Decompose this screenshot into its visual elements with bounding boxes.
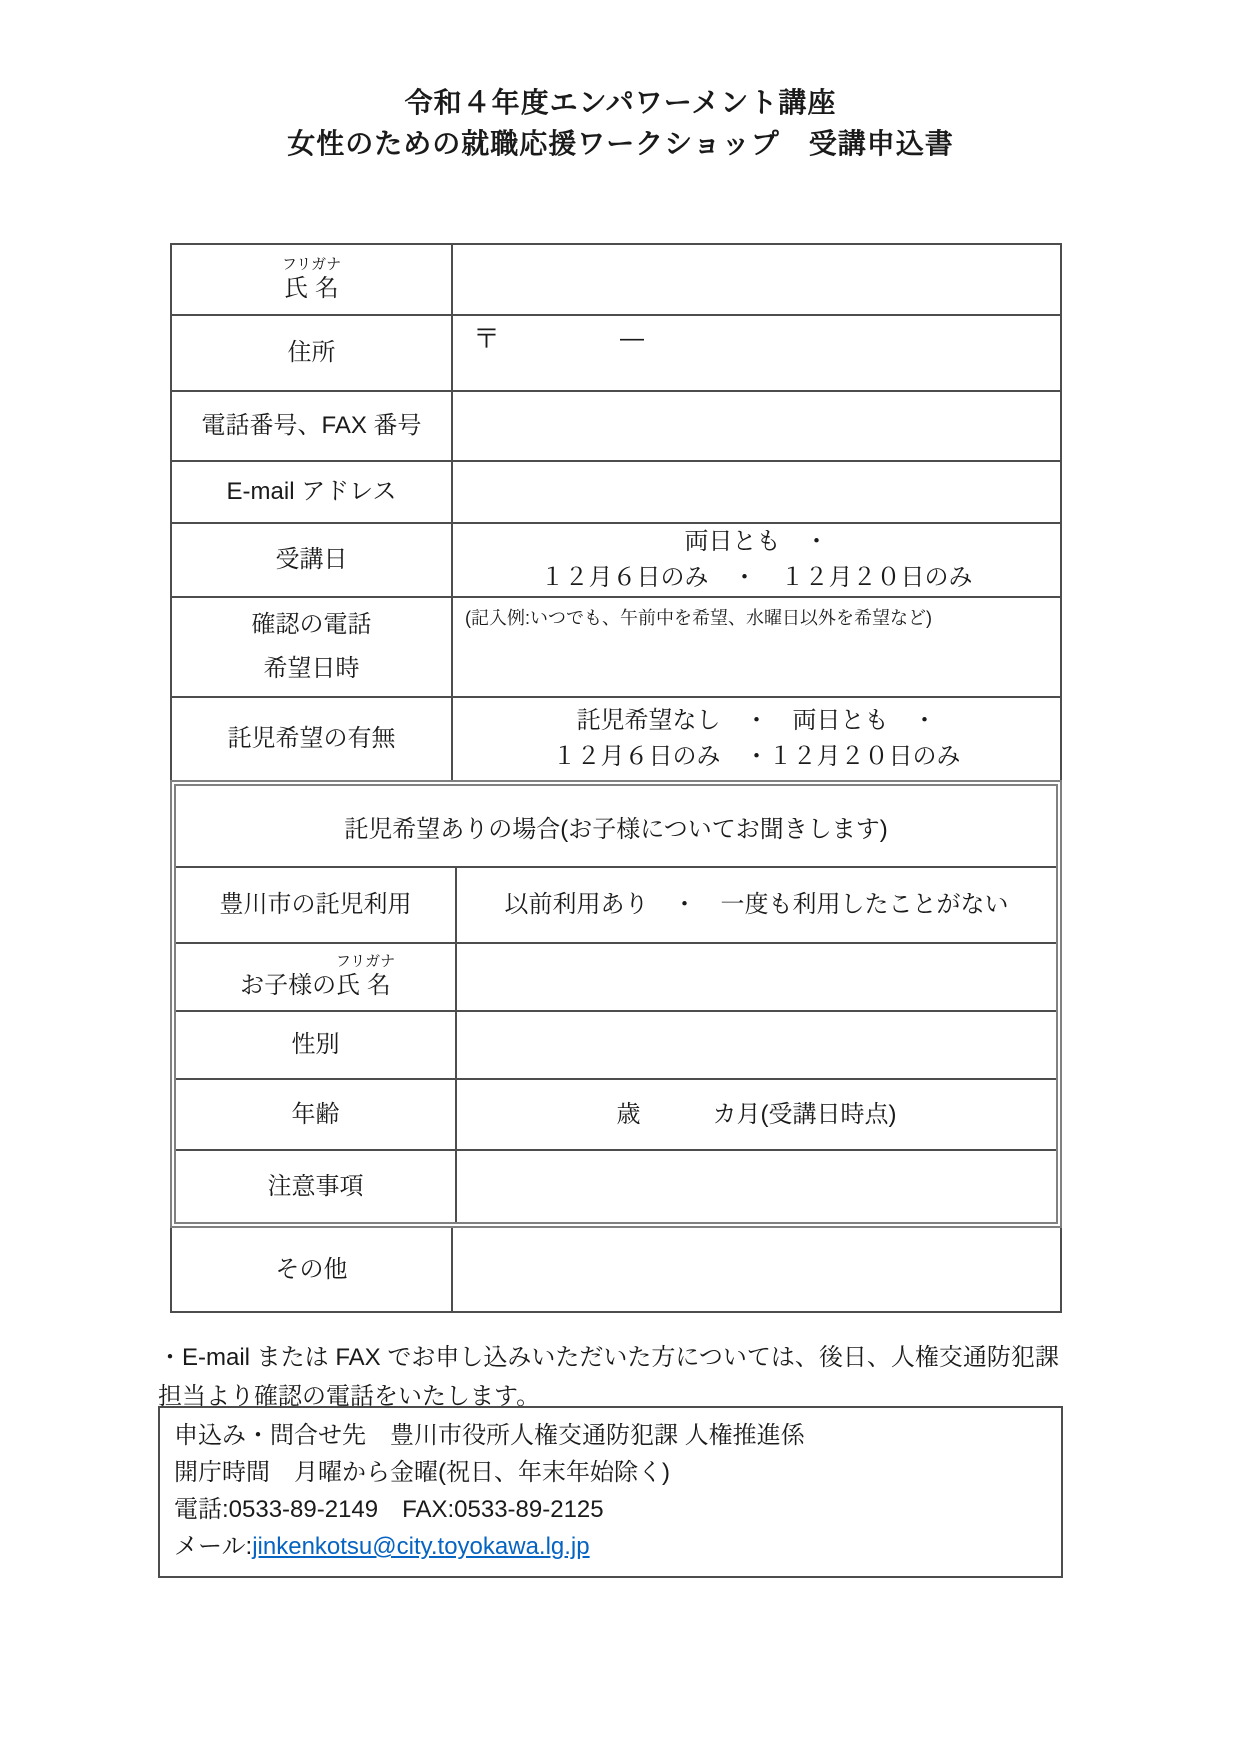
remarks-line2: 担当より確認の電話をいたします。 (158, 1383, 541, 1410)
gender-input-cell (457, 1012, 1056, 1078)
row-email (172, 460, 1060, 522)
childcare-need-option-line2: １２月６日のみ ・１２月２０日のみ (552, 743, 961, 770)
confirm-call-example-note: (記入例:いつでも、午前中を希望、水曜日以外を希望など) (465, 608, 932, 628)
email-label-cell (172, 462, 453, 522)
name-label: 氏 名 (284, 274, 339, 302)
age-input-cell: 歳 カ月(受講日時点) (616, 1100, 897, 1128)
other-label: その他 (275, 1255, 348, 1283)
contact-phone-fax: 電話:0533-89-2149 FAX:0533-89-2125 (174, 1496, 604, 1523)
row-notes (176, 1149, 1056, 1222)
childcare-need-option-line1: 託児希望なし ・ 両日とも ・ (576, 707, 937, 734)
gender-label: 性別 (291, 1031, 340, 1058)
course-day-label: 受講日 (275, 546, 348, 573)
name-label-cell (172, 245, 453, 314)
phone-input-cell (453, 392, 1060, 460)
remarks (158, 1338, 1098, 1416)
contact-email-link[interactable]: jinkenkotsu@city.toyokawa.lg.jp (252, 1533, 590, 1560)
main-table (170, 243, 1062, 780)
other-label-cell (172, 1228, 453, 1311)
title-line2: 女性のための就職応援ワークショップ 受講申込書 (287, 128, 954, 159)
notes-label: 注意事項 (267, 1172, 364, 1200)
postal-code-dash: ― (620, 325, 644, 352)
address-label: 住所 (287, 339, 336, 366)
city-childcare-options-cell: 以前利用あり ・ 一度も利用したことがない (504, 891, 1009, 918)
age-label: 年齢 (291, 1100, 340, 1128)
postal-mark-icon: 〒 (473, 324, 500, 354)
address-input-cell (453, 316, 1060, 390)
child-name-label-cell (176, 944, 457, 1010)
gender-label-cell (176, 1012, 457, 1078)
row-name (172, 245, 1060, 314)
child-name-input-cell (457, 944, 1056, 1010)
childcare-need-label-cell (172, 698, 453, 780)
row-childcare-header (176, 786, 1056, 866)
address-label-cell (172, 316, 453, 390)
contact-office-hours: 開庁時間 月曜から金曜(祝日、年末年始除く) (174, 1459, 670, 1486)
furigana-label: フリガナ (281, 255, 342, 273)
phone-label-cell (172, 392, 453, 460)
child-furigana-label: フリガナ (335, 953, 396, 970)
row-other (172, 1228, 1060, 1311)
row-address (172, 314, 1060, 390)
child-name-label: お子様の氏 名 (240, 972, 391, 999)
childcare-need-options-cell (453, 698, 1060, 780)
row-childcare-need (172, 696, 1060, 780)
confirm-call-label-line1: 確認の電話 (251, 611, 372, 638)
course-day-label-cell (172, 524, 453, 596)
contact-department: 申込み・問合せ先 豊川市役所人権交通防犯課 人権推進係 (174, 1422, 805, 1449)
course-day-option-line1: 両日とも ・ (684, 528, 829, 555)
course-day-options-cell (453, 524, 1060, 596)
document-title (0, 82, 1241, 164)
confirm-call-input-cell (453, 598, 1060, 696)
application-form (170, 243, 1062, 1313)
row-child-name (176, 942, 1056, 1010)
email-input-cell (453, 462, 1060, 522)
remarks-line1: ・E-mail または FAX でお申し込みいただいた方については、後日、人権交通防犯課 (158, 1344, 1059, 1371)
confirm-call-label-cell (172, 598, 453, 696)
contact-email-line (174, 1528, 1047, 1565)
course-day-option-line2: １２月６日のみ ・ １２月２０日のみ (540, 564, 973, 591)
childcare-need-label: 託児希望の有無 (227, 725, 396, 752)
title-line1: 令和４年度エンパワーメント講座 (404, 87, 837, 118)
confirm-call-label-line2: 希望日時 (263, 655, 360, 682)
postal-line (453, 316, 1060, 354)
row-phone (172, 390, 1060, 460)
notes-input-cell (457, 1151, 1056, 1222)
phone-label: 電話番号、FAX 番号 (201, 412, 422, 439)
name-input-cell (453, 245, 1060, 314)
other-table (170, 1228, 1062, 1313)
contact-email-label: メール: (174, 1533, 253, 1560)
email-label: E-mail アドレス (226, 478, 397, 505)
childcare-section-header: 託児希望ありの場合(お子様についてお聞きします) (344, 815, 888, 843)
notes-label-cell (176, 1151, 457, 1222)
city-childcare-label: 豊川市の託児利用 (219, 891, 412, 918)
other-input-cell (453, 1228, 1060, 1311)
row-confirm-call (172, 596, 1060, 696)
row-city-childcare (176, 866, 1056, 942)
row-gender (176, 1010, 1056, 1078)
row-age (176, 1078, 1056, 1149)
childcare-section (170, 780, 1062, 1228)
row-course-day (172, 522, 1060, 596)
age-label-cell (176, 1080, 457, 1149)
contact-box (158, 1406, 1063, 1578)
city-childcare-label-cell (176, 868, 457, 942)
